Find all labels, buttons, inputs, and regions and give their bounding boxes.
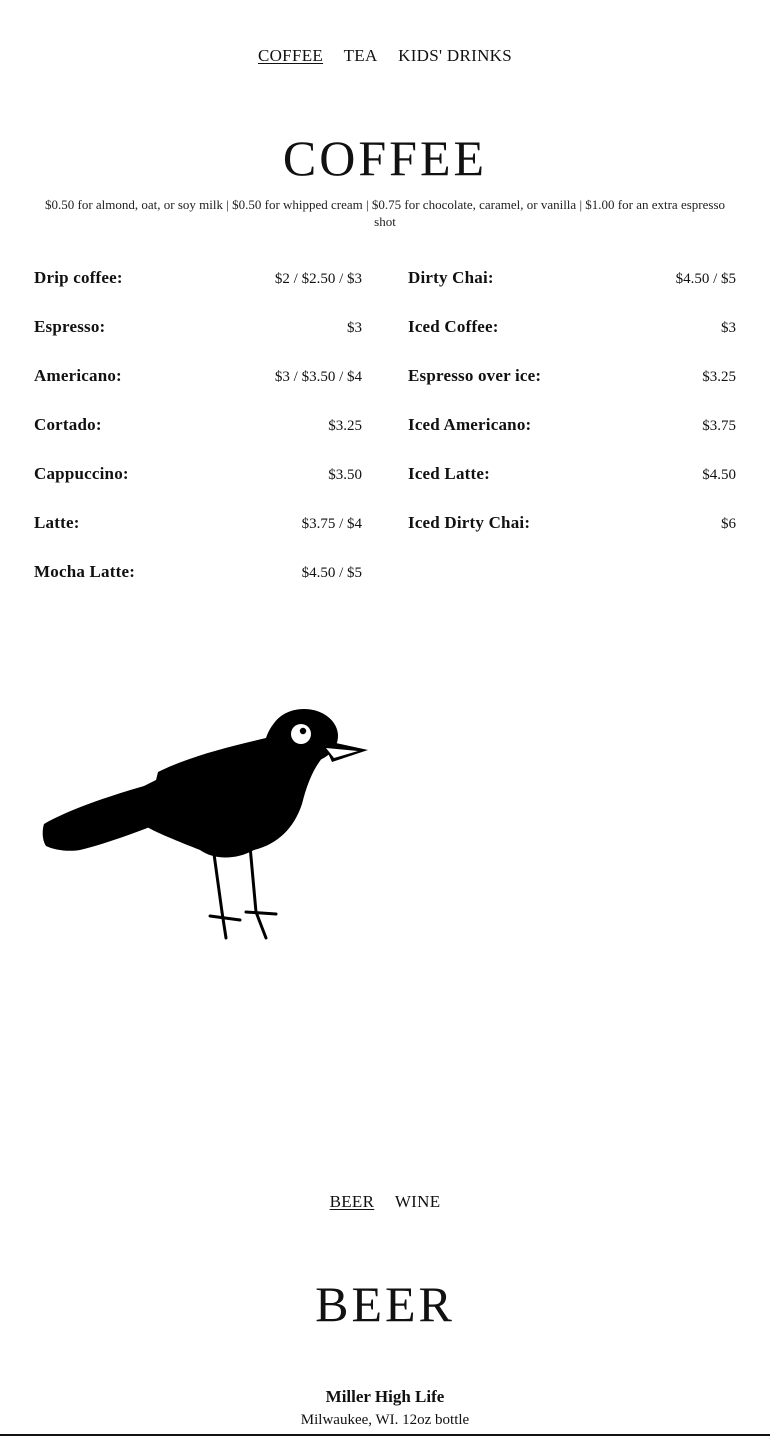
beer-section-title: BEER [315,1276,455,1332]
menu-item-name: Dirty Chai: [408,268,494,287]
menu-item-name: Espresso: [34,317,106,336]
coffee-section-title: COFFEE [282,130,488,186]
menu-item-price: $4.50 / $5 [675,271,736,287]
menu-item-price: $3.25 [328,418,362,434]
menu-item-name: Cortado: [34,415,102,434]
menu-item [34,562,362,611]
menu-item-price: $3.75 [702,418,736,434]
menu-item [34,366,362,415]
menu-item-name: Americano: [34,366,122,385]
nav-link-coffee[interactable]: COFFEE [257,46,324,65]
coffee-addons-note: $0.50 for almond, oat, or soy milk | $0.50 for whipped cream | $0.75 for chocolate, caramel, or vanilla | $1.00 for an extra espresso shot [45,197,725,229]
coffee-menu-right-column [408,268,736,562]
nav-link-wine[interactable]: WINE [394,1192,441,1211]
menu-item-price: $6 [721,516,736,532]
menu-item-price: $3 [721,320,736,336]
beer-item-description: Milwaukee, WI. 12oz bottle [300,1412,470,1428]
menu-item-price: $3 [347,320,362,336]
beer-item-name: Miller High Life [325,1387,445,1406]
menu-item-name: Iced Dirty Chai: [408,513,531,532]
menu-item-price: $4.50 [702,467,736,483]
menu-item-name: Iced Coffee: [408,317,499,336]
menu-item [408,513,736,562]
menu-item [408,317,736,366]
menu-item [34,415,362,464]
menu-item [408,464,736,513]
menu-item-name: Espresso over ice: [408,366,542,385]
bottom-divider [0,1434,770,1436]
menu-item-name: Mocha Latte: [34,562,136,581]
drinks-nav [0,46,770,66]
menu-item-name: Drip coffee: [34,268,123,287]
drinks-nav-secondary [0,1192,770,1212]
menu-item-name: Latte: [34,513,80,532]
menu-item-price: $3.25 [702,369,736,385]
menu-item-price: $2 / $2.50 / $3 [274,271,362,287]
nav-link-tea[interactable]: TEA [343,46,378,65]
menu-item [34,268,362,317]
menu-item-price: $4.50 / $5 [301,565,362,581]
menu-item-name: Cappuccino: [34,464,129,483]
menu-item-name: Iced Latte: [408,464,490,483]
menu-item [34,464,362,513]
menu-item [408,268,736,317]
blackbird-illustration-icon [40,700,375,945]
nav-link-beer[interactable]: BEER [329,1192,375,1211]
menu-item [408,366,736,415]
coffee-menu-left-column [34,268,362,611]
menu-item [34,513,362,562]
menu-item-price: $3.50 [328,467,362,483]
menu-item-price: $3 / $3.50 / $4 [274,369,362,385]
menu-item-price: $3.75 / $4 [301,516,362,532]
nav-link-kids-drinks[interactable]: KIDS' DRINKS [398,46,513,65]
menu-item [34,317,362,366]
menu-item-name: Iced Americano: [408,415,532,434]
menu-item [408,415,736,464]
